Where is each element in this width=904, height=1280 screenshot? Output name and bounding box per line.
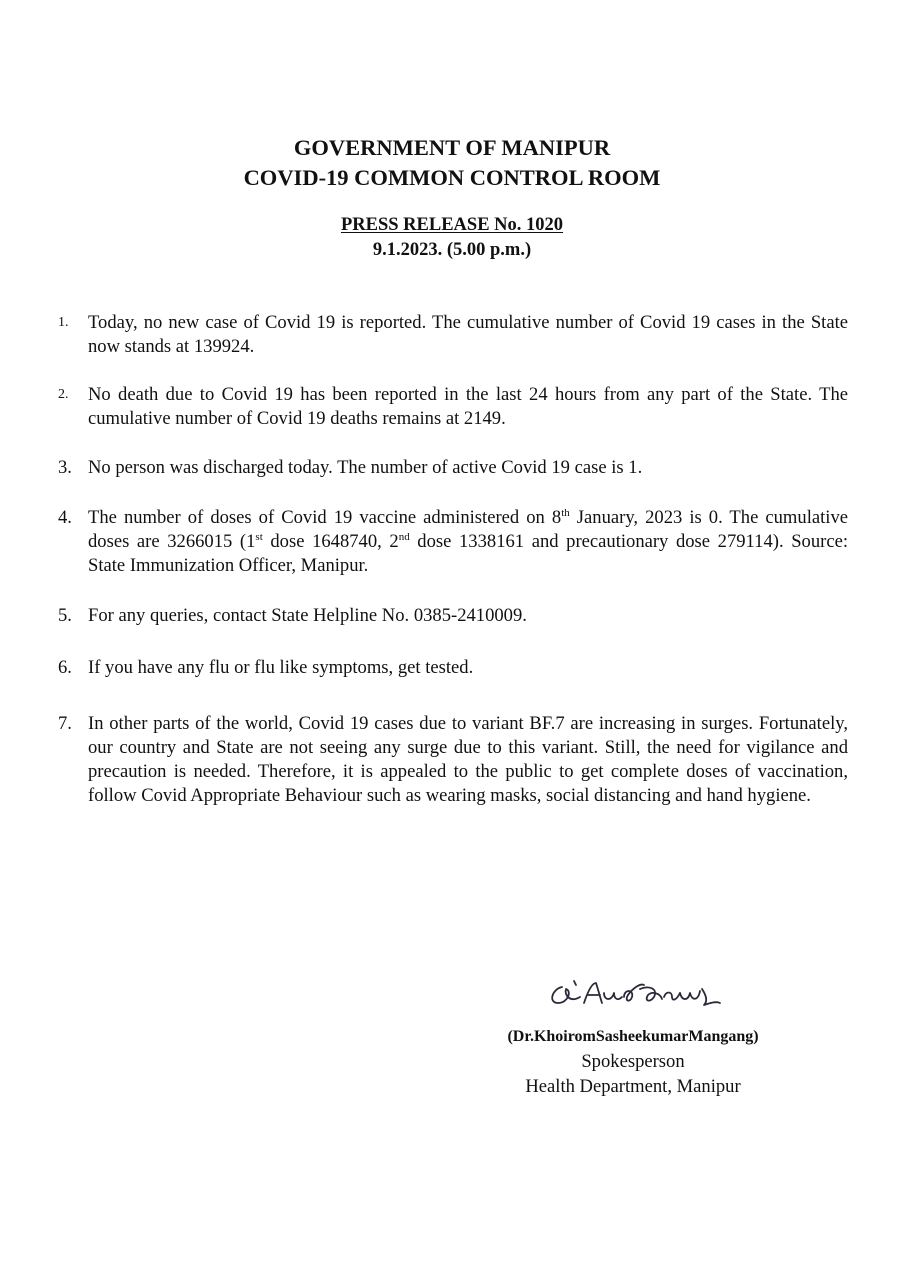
- item-text: No person was discharged today. The number of active Covid 19 case is 1.: [88, 457, 643, 478]
- item-number: 2.: [58, 387, 69, 402]
- signatory-department: Health Department, Manipur: [525, 1076, 741, 1097]
- item-text: The number of doses of Covid 19 vaccine administered on 8th January, 2023 is 0. The cumulative doses are 3266015 (1st dose 1648740, 2nd dose 1338161 and precautionary dose 279114). Source: State Immunization Officer, Manipur.: [88, 507, 848, 576]
- item-text: If you have any flu or flu like symptoms, get tested.: [88, 657, 474, 678]
- list-item: [58, 656, 848, 680]
- item-number: 1.: [58, 315, 69, 330]
- item-number: 3.: [58, 457, 72, 478]
- list-item: [58, 383, 848, 431]
- government-title: GOVERNMENT OF MANIPUR: [293, 135, 611, 160]
- item-number: 6.: [58, 657, 72, 678]
- signatory-designation: Spokesperson: [581, 1051, 685, 1072]
- item-text: Today, no new case of Covid 19 is reported. The cumulative number of Covid 19 cases in the State now stands at 139924.: [88, 312, 848, 357]
- item-text: No death due to Covid 19 has been reported in the last 24 hours from any part of the State. The cumulative number of Covid 19 deaths remains at 2149.: [88, 384, 848, 429]
- press-release-number: PRESS RELEASE No. 1020: [340, 215, 564, 235]
- item-text: For any queries, contact State Helpline No. 0385-2410009.: [88, 605, 527, 626]
- item-text: In other parts of the world, Covid 19 cases due to variant BF.7 are increasing in surges. Fortunately, our country and State are not seeing any surge due to this variant. Still, the need for vigilance and precaution is needed. Therefore, it is appealed to the public to get complete doses of vaccination, follow Covid Appropriate Behaviour such as wearing masks, social distancing and hand hygiene.: [88, 713, 848, 806]
- signatory-block: [478, 1024, 788, 1099]
- document-header: [0, 133, 904, 193]
- control-room-title: COVID-19 COMMON CONTROL ROOM: [243, 165, 661, 190]
- list-item: [58, 712, 848, 808]
- handwritten-signature: [540, 975, 740, 1015]
- item-number: 7.: [58, 713, 72, 734]
- signatory-name: (Dr.KhoiromSasheekumarMangang): [507, 1028, 759, 1045]
- list-item: [58, 604, 848, 628]
- release-datetime: 9.1.2023. (5.00 p.m.): [372, 240, 532, 260]
- release-info: [0, 213, 904, 263]
- item-number: 4.: [58, 507, 72, 528]
- list-item: [58, 311, 848, 359]
- list-item: [58, 456, 848, 480]
- item-number: 5.: [58, 605, 72, 626]
- list-item: [58, 506, 848, 578]
